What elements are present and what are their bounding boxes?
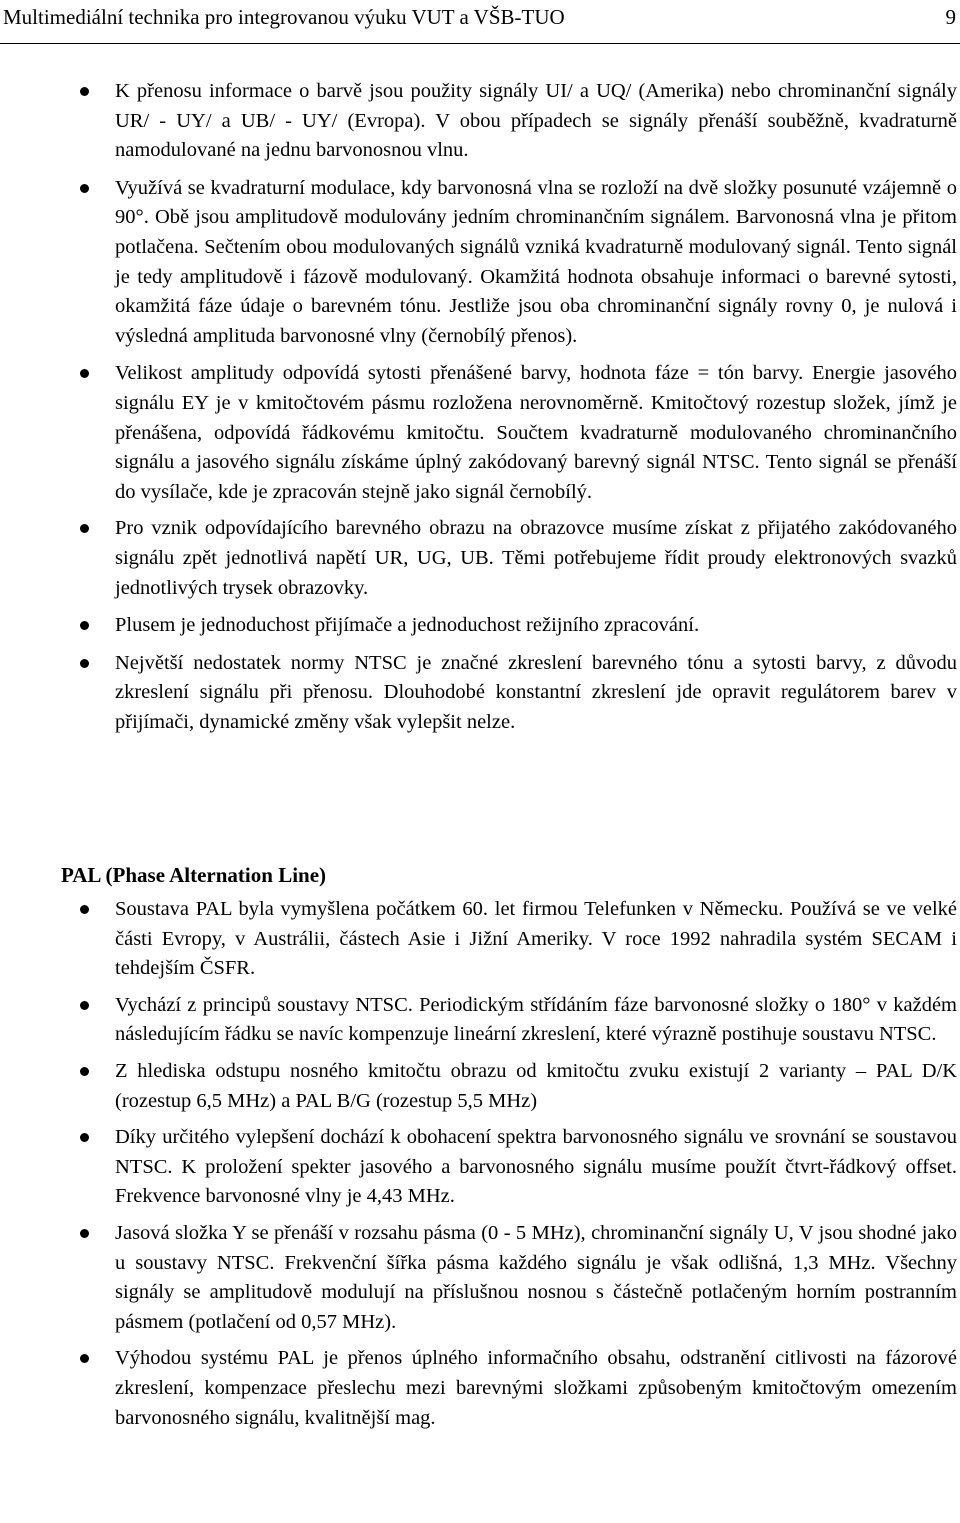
list-item xyxy=(0,174,960,352)
list-item-text: K přenosu informace o barvě jsou použity signály UI/ a UQ/ (Amerika) nebo chrominanční signály UR/ - UY/ a UB/ - UY/ (Evropa). V obou případech se signály přenáší souběžně, kvadraturně namodulované na jednu barvonosnou vlnu. xyxy=(115,80,957,162)
list-item-text: Výhodou systému PAL je přenos úplného informačního obsahu, odstranění citlivosti na fázorové zkreslení, kompenzace přeslechu mezi barevnými složkami způsobeným kmitočtovým omezením barvonosného signálu, kvalitnější mag. xyxy=(115,1347,957,1429)
list-item xyxy=(0,991,960,1050)
list-item-text: Pro vznik odpovídajícího barevného obrazu na obrazovce musíme získat z přijatého zakódovaného signálu zpět jednotlivá napětí UR, UG, UB. Těmi potřebujeme řídit proudy elektronových svazků jednotlivých trysek obrazovky. xyxy=(115,517,957,599)
bullet-icon xyxy=(80,1354,89,1363)
list-item xyxy=(0,1123,960,1212)
list-item xyxy=(0,895,960,984)
bullet-icon xyxy=(80,1133,89,1142)
list-item xyxy=(0,359,960,507)
bullet-icon xyxy=(80,905,89,914)
bullet-icon xyxy=(80,184,89,193)
bullet-icon xyxy=(80,524,89,533)
list-item-text: Využívá se kvadraturní modulace, kdy barvonosná vlna se rozloží na dvě složky posunuté vzájemně o 90°. Obě jsou amplitudově modulovány jedním chrominančním signálem. Barvonosná vlna je přitom potlačena. Sečtením obou modulovaných signálů vzniká kvadraturně modulovaný signál. Tento signál je tedy amplitudově i fázově modulovaný. Okamžitá hodnota obsahuje informaci o barevné sytosti, okamžitá fáze údaje o barevném tónu. Jestliže jsou oba chrominanční signály rovny 0, je nulová i výsledná amplituda barvonosné vlny (černobílý přenos). xyxy=(115,176,957,347)
section-heading-pal: PAL (Phase Alternation Line) xyxy=(61,863,327,887)
bullet-icon xyxy=(80,659,89,668)
list-item-text: Díky určitého vylepšení dochází k obohacení spektra barvonosného signálu ve srovnání se soustavou NTSC. K proložení spekter jasového a barvonosného signálu musíme použít čtvrt-řádkový offset. Frekvence barvonosné vlny je 4,43 MHz. xyxy=(115,1126,957,1208)
list-item-text: Soustava PAL byla vymyšlena počátkem 60. let firmou Telefunken v Německu. Používá se ve velké části Evropy, v Austrálii, částech Asie i Jižní Ameriky. V roce 1992 nahradila systém SECAM i tehdejším ČSFR. xyxy=(115,898,957,980)
header-divider xyxy=(0,43,960,44)
bullet-icon xyxy=(80,1067,89,1076)
list-item-text: Plusem je jednoduchost přijímače a jednoduchost režijního zpracování. xyxy=(115,614,700,637)
list-item xyxy=(0,1344,960,1433)
pal-bullet-list xyxy=(0,895,960,1433)
document-title: Multimediální technika pro integrovanou výuku VUT a VŠB-TUO xyxy=(3,5,565,29)
list-item xyxy=(0,77,960,166)
bullet-icon xyxy=(80,1001,89,1010)
list-item-text: Z hlediska odstupu nosného kmitočtu obrazu od kmitočtu zvuku existují 2 varianty – PAL D/K (rozestup 6,5 MHz) a PAL B/G (rozestup 5,5 MHz) xyxy=(115,1059,957,1112)
list-item xyxy=(0,649,960,738)
list-item-text: Největší nedostatek normy NTSC je značné zkreslení barevného tónu a sytosti barvy, z důvodu zkreslení signálu při přenosu. Dlouhodobé konstantní zkreslení jde opravit regulátorem barev v přijímači, dynamické změny však vylepšit nelze. xyxy=(115,651,957,733)
list-item xyxy=(0,611,960,641)
bullet-icon xyxy=(80,369,89,378)
bullet-icon xyxy=(80,1229,89,1238)
list-item xyxy=(0,1057,960,1116)
list-item-text: Vychází z principů soustavy NTSC. Periodickým střídáním fáze barvonosné složky o 180° v každém následujícím řádku se navíc kompenzuje lineární zkreslení, které výrazně postihuje soustavu NTSC. xyxy=(115,993,957,1046)
bullet-icon xyxy=(80,621,89,630)
list-item xyxy=(0,514,960,603)
page-number: 9 xyxy=(945,5,956,29)
ntsc-bullet-list xyxy=(0,77,960,737)
list-item-text: Velikost amplitudy odpovídá sytosti přenášené barvy, hodnota fáze = tón barvy. Energie jasového signálu EY je v kmitočtovém pásmu rozložena nerovnoměrně. Kmitočtový rozestup složek, jímž je přenášena, odpovídá řádkovému kmitočtu. Součtem kvadraturně modulovaného chrominančního signálu a jasového signálu získáme úplný zakódovaný barevný signál NTSC. Tento signál se přenáší do vysílače, kde je zpracován stejně jako signál černobílý. xyxy=(115,362,957,503)
bullet-icon xyxy=(80,87,89,96)
list-item-text: Jasová složka Y se přenáší v rozsahu pásma (0 - 5 MHz), chrominanční signály U, V jsou shodné jako u soustavy NTSC. Frekvenční šířka pásma každého signálu je však odlišná, 1,3 MHz. Všechny signály se amplitudově modulují na příslušnou nosnou s částečně potlačeným horním postranním pásmem (potlačení od 0,57 MHz). xyxy=(115,1221,957,1333)
list-item xyxy=(0,1219,960,1337)
page-header xyxy=(0,3,960,33)
